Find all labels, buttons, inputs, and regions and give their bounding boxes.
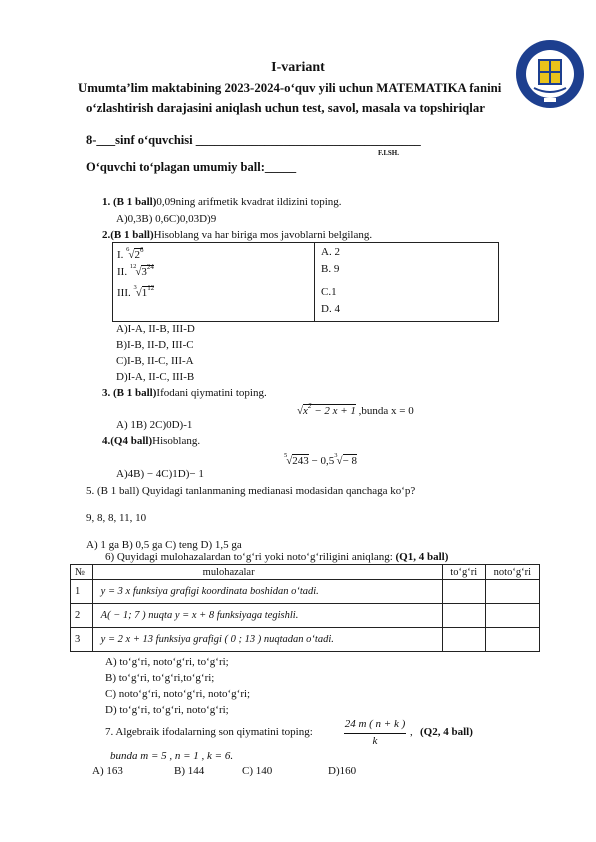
q2-left-3: III. $^3√1^{12}$ xyxy=(117,284,155,299)
q3-text: Ifodani qiymatini toping. xyxy=(156,387,267,399)
question-5: 5. (B 1 ball) Quyidagi tanlanmaning medianasi modasidan qanchaga ko‘p? xyxy=(86,485,416,497)
q7-option-c: C) 140 xyxy=(242,765,273,777)
q2-matching-box xyxy=(112,242,499,322)
question-7: 7. Algebraik ifodalarning son qiymatini toping: xyxy=(105,726,313,738)
q6-row-2-text: A( − 1; 7 ) nuqta y = x + 8 funksiyaga tegishli. xyxy=(92,604,442,628)
q6-option-c: C) noto‘g‘ri, noto‘g‘ri, noto‘g‘ri; xyxy=(105,688,251,700)
q1-options: A)0,3B) 0,6C)0,03D)9 xyxy=(116,213,217,225)
q1-points: (B 1 ball) xyxy=(113,196,157,208)
q6-row-3-no: 3 xyxy=(71,628,93,652)
q7-option-d: D)160 xyxy=(328,765,357,777)
q2-right-d: D. 4 xyxy=(321,303,340,315)
q6-header-statements: mulohazalar xyxy=(92,565,442,580)
q6-row-2-false-cell[interactable] xyxy=(485,604,539,628)
question-2 xyxy=(102,229,372,241)
q6-row-3-text: y = 2 x + 13 funksiya grafigi ( 0 ; 13 ) nuqtadan o‘tadi. xyxy=(92,628,442,652)
q6-header-true: to‘g‘ri xyxy=(442,565,485,580)
q6-option-b: B) to‘g‘ri, to‘g‘ri,to‘g‘ri; xyxy=(105,672,215,684)
q2-text: Hisoblang va har biriga mos javoblarni belgilang. xyxy=(153,229,373,241)
q1-text: 0,09ning arifmetik kvadrat ildizini toping. xyxy=(156,196,342,208)
title-line-1: Umumta’lim maktabining 2023-2024-o‘quv yili uchun MATEMATIKA fanini xyxy=(78,81,502,95)
q6-row-3-false-cell[interactable] xyxy=(485,628,539,652)
table-row xyxy=(71,580,540,604)
q4-points: (Q4 ball) xyxy=(110,435,153,447)
q4-number: 4. xyxy=(102,435,111,447)
q3-formula: $√x^2 - 2$ x + 1 ,bunda x = 0 xyxy=(297,402,414,417)
q5-data: 9, 8, 8, 11, 10 xyxy=(86,512,147,524)
q6-table xyxy=(70,564,540,652)
q4-formula: $^5√243 - 0,5^3√- 8$ xyxy=(284,452,358,467)
q2-number: 2. xyxy=(102,229,111,241)
table-row xyxy=(71,628,540,652)
q4-options: A)4B) − 4C)1D)− 1 xyxy=(116,468,204,480)
q6-header-row xyxy=(71,565,540,580)
q7-fraction-bar xyxy=(344,733,406,734)
class-line: 8-___sinf o‘quvchisi ____________________________________ xyxy=(86,133,421,147)
q6-row-1-true-cell[interactable] xyxy=(442,580,485,604)
q5-options: A) 1 ga B) 0,5 ga C) teng D) 1,5 ga xyxy=(86,539,242,551)
q3-points: (B 1 ball) xyxy=(113,387,157,399)
question-1 xyxy=(102,196,342,208)
q2-right-c: C.1 xyxy=(321,286,337,298)
variant-title: I-variant xyxy=(271,60,325,75)
q2-option-b: B)I-B, II-D, III-C xyxy=(116,339,194,351)
q2-left-1: I. $^6√2^6$ xyxy=(117,246,144,261)
q6-points: (Q1, 4 ball) xyxy=(395,551,449,563)
q6-option-d: D) to‘g‘ri, to‘g‘ri, noto‘g‘ri; xyxy=(105,704,229,716)
title-line-2: o‘zlashtirish darajasini aniqlash uchun test, savol, masala va topshiriqlar xyxy=(86,101,485,115)
q6-text: 6) Quyidagi mulohazalardan to‘g‘ri yoki noto‘g‘riligini aniqlang: xyxy=(105,551,396,563)
q6-row-2-true-cell[interactable] xyxy=(442,604,485,628)
q3-number: 3. xyxy=(102,387,111,399)
table-row xyxy=(71,604,540,628)
fish-label: F.I.SH. xyxy=(378,149,399,157)
q7-given: bunda m = 5 , n = 1 , k = 6. xyxy=(110,750,234,762)
q6-option-a: A) to‘g‘ri, noto‘g‘ri, to‘g‘ri; xyxy=(105,656,229,668)
question-4 xyxy=(102,435,200,447)
q6-header-false: noto‘g‘ri xyxy=(485,565,539,580)
q2-right-a: A. 2 xyxy=(321,246,340,258)
q1-number: 1. xyxy=(102,196,111,208)
q2-left-2: II. $^{12}√3^{24}$ xyxy=(117,263,154,278)
q2-right-b: B. 9 xyxy=(321,263,340,275)
q2-points: (B 1 ball) xyxy=(110,229,154,241)
q7-points: (Q2, 4 ball) xyxy=(420,726,473,738)
question-3 xyxy=(102,387,267,399)
q6-row-1-false-cell[interactable] xyxy=(485,580,539,604)
q7-option-a: A) 163 xyxy=(92,765,123,777)
q7-comma: , xyxy=(410,726,413,738)
q6-row-1-no: 1 xyxy=(71,580,93,604)
q4-text: Hisoblang. xyxy=(152,435,201,447)
q2-option-a: A)I-A, II-B, III-D xyxy=(116,323,195,335)
q6-header-no: № xyxy=(71,565,93,580)
q6-row-1-text: y = 3 x funksiya grafigi koordinata boshidan o‘tadi. xyxy=(92,580,442,604)
q7-numerator: 24 m ( n + k ) xyxy=(344,718,406,730)
q7-option-b: B) 144 xyxy=(174,765,205,777)
q7-denominator: k xyxy=(372,735,378,747)
q6-row-2-no: 2 xyxy=(71,604,93,628)
q3-options: A) 1B) 2C)0D)-1 xyxy=(116,419,193,431)
q2-option-c: C)I-B, II-C, III-A xyxy=(116,355,194,367)
question-6 xyxy=(105,551,448,563)
total-score-line: O‘quvchi to‘plagan umumiy ball:_____ xyxy=(86,160,297,174)
q2-option-d: D)I-A, II-C, III-B xyxy=(116,371,195,383)
q6-row-3-true-cell[interactable] xyxy=(442,628,485,652)
